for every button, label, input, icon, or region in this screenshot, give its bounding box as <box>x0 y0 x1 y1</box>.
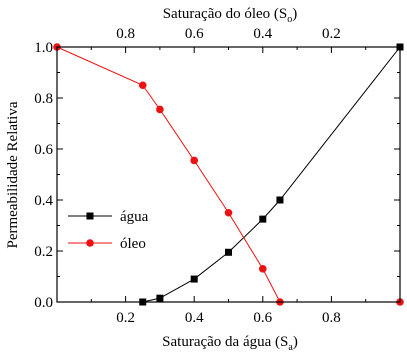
x-tick-label: 0.4 <box>184 310 204 326</box>
series-markers <box>53 43 404 306</box>
data-point-circle <box>139 81 147 89</box>
series-lines <box>57 47 400 302</box>
y-tick-label: 0.4 <box>34 193 53 209</box>
data-point-circle <box>190 157 198 165</box>
series-line-0 <box>143 47 400 302</box>
y-tick-label: 0.8 <box>34 91 53 107</box>
data-point-square <box>191 276 198 283</box>
y-tick-label: 0.0 <box>34 295 53 311</box>
legend-label: água <box>120 209 149 225</box>
x-tick-label: 0.2 <box>116 310 135 326</box>
tick-labels <box>34 26 341 326</box>
data-point-square <box>156 295 163 302</box>
legend <box>68 209 149 252</box>
x-tick-label: 0.8 <box>322 310 341 326</box>
top-tick-label: 0.2 <box>322 26 341 42</box>
x-tick-label: 0.6 <box>253 310 273 326</box>
legend-label: óleo <box>120 236 146 252</box>
top-tick-label: 0.8 <box>116 26 135 42</box>
x-axis-title: Saturação da água $(S_a)$ <box>162 334 298 353</box>
data-point-square <box>225 249 232 256</box>
top-axis-title: Saturação do óleo $(S_o)$ <box>162 6 298 25</box>
y-tick-label: 1.0 <box>34 40 53 56</box>
y-axis-title: Permeabilidade Relativa <box>5 101 21 249</box>
plot-frame <box>57 47 400 302</box>
axis-ticks <box>57 47 400 302</box>
top-tick-label: 0.4 <box>253 26 273 42</box>
data-point-square <box>259 216 266 223</box>
y-tick-label: 0.2 <box>34 244 53 260</box>
data-point-circle <box>156 106 164 114</box>
series-line-1 <box>57 47 400 302</box>
data-point-circle <box>259 265 267 273</box>
data-point-square <box>276 197 283 204</box>
top-tick-label: 0.6 <box>184 26 204 42</box>
data-point-circle <box>225 209 233 217</box>
y-tick-label: 0.6 <box>34 142 53 158</box>
legend-marker-circle <box>86 239 94 247</box>
legend-marker-square <box>87 213 94 220</box>
